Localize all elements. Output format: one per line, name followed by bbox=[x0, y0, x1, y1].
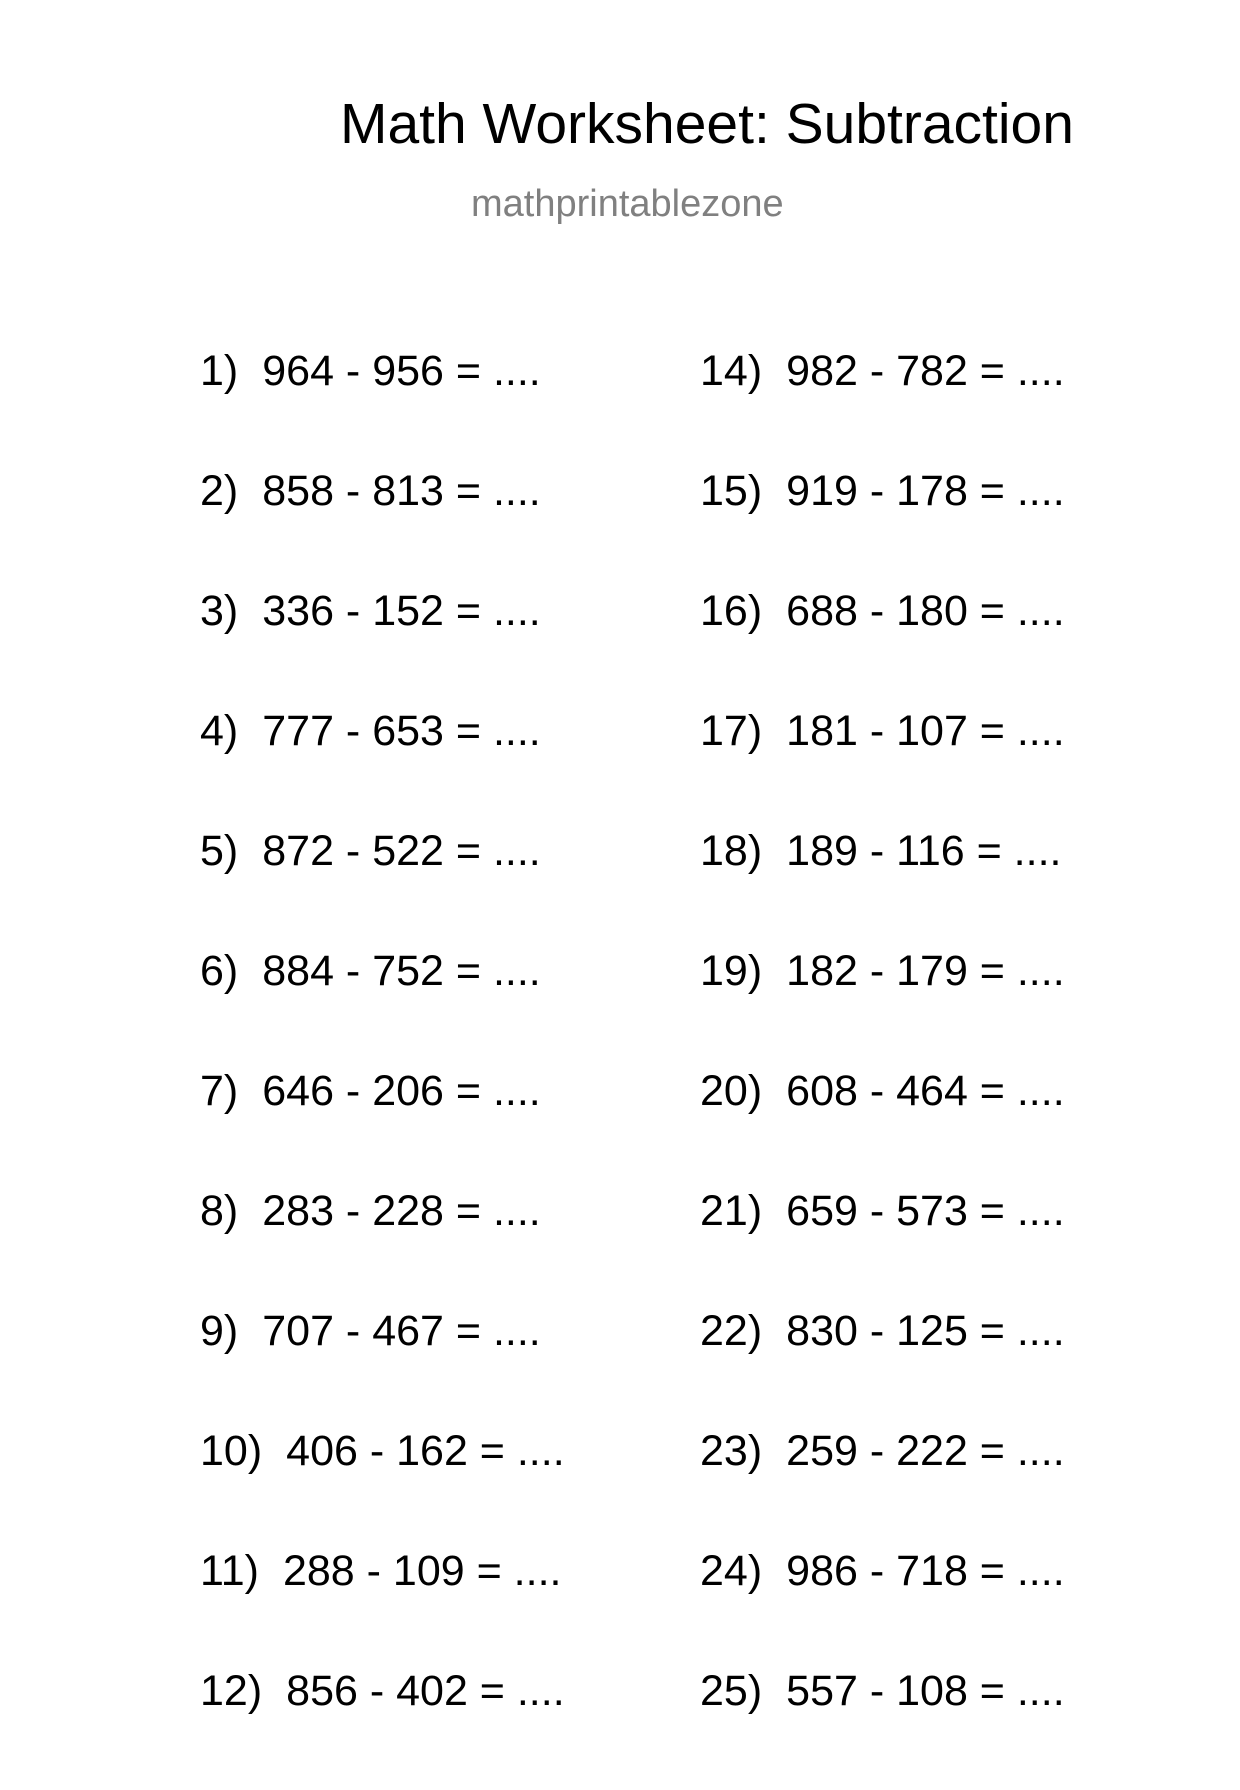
problem-item bbox=[700, 1547, 1065, 1670]
problem-expression: 964 - 956 = .... bbox=[262, 347, 541, 395]
problem-number: 16) bbox=[700, 587, 763, 635]
problem-item bbox=[700, 347, 1065, 470]
problem-item bbox=[200, 1067, 565, 1190]
problem-expression: 688 - 180 = .... bbox=[786, 587, 1065, 635]
problem-number: 7) bbox=[200, 1067, 239, 1115]
problem-number: 2) bbox=[200, 467, 239, 515]
page-title: Math Worksheet: Subtraction bbox=[340, 92, 1074, 156]
problem-expression: 659 - 573 = .... bbox=[786, 1187, 1065, 1235]
problem-expression: 986 - 718 = .... bbox=[786, 1547, 1065, 1595]
problem-number: 11) bbox=[200, 1547, 259, 1595]
problem-number: 23) bbox=[700, 1427, 763, 1475]
problem-number: 12) bbox=[200, 1667, 263, 1715]
problem-expression: 608 - 464 = .... bbox=[786, 1067, 1065, 1115]
problem-expression: 182 - 179 = .... bbox=[786, 947, 1065, 995]
problem-expression: 858 - 813 = .... bbox=[262, 467, 541, 515]
problem-number: 24) bbox=[700, 1547, 763, 1595]
problem-item bbox=[200, 1547, 565, 1670]
problem-expression: 982 - 782 = .... bbox=[786, 347, 1065, 395]
problem-number: 6) bbox=[200, 947, 239, 995]
problem-item bbox=[700, 827, 1065, 950]
problem-number: 8) bbox=[200, 1187, 239, 1235]
problem-item bbox=[200, 1307, 565, 1430]
problem-item bbox=[200, 347, 565, 470]
problem-number: 17) bbox=[700, 707, 763, 755]
problem-number: 22) bbox=[700, 1307, 763, 1355]
problem-number: 15) bbox=[700, 467, 763, 515]
problem-expression: 259 - 222 = .... bbox=[786, 1427, 1065, 1475]
problem-item bbox=[700, 1187, 1065, 1310]
problem-item bbox=[200, 587, 565, 710]
problem-item bbox=[700, 1667, 1065, 1790]
problem-item bbox=[200, 1427, 565, 1550]
problem-column-right bbox=[700, 347, 1065, 1790]
problem-number: 10) bbox=[200, 1427, 263, 1475]
problem-item bbox=[700, 707, 1065, 830]
problem-number: 18) bbox=[700, 827, 763, 875]
problem-item bbox=[200, 827, 565, 950]
problem-number: 4) bbox=[200, 707, 239, 755]
problem-number: 21) bbox=[700, 1187, 763, 1235]
problem-item bbox=[200, 707, 565, 830]
problem-column-left bbox=[200, 347, 565, 1790]
problem-item bbox=[700, 1067, 1065, 1190]
problem-expression: 872 - 522 = .... bbox=[262, 827, 541, 875]
problem-item bbox=[700, 467, 1065, 590]
problem-expression: 707 - 467 = .... bbox=[262, 1307, 541, 1355]
problem-expression: 283 - 228 = .... bbox=[262, 1187, 541, 1235]
problem-number: 19) bbox=[700, 947, 763, 995]
problem-number: 3) bbox=[200, 587, 239, 635]
problem-expression: 557 - 108 = .... bbox=[786, 1667, 1065, 1715]
problem-expression: 189 - 116 = .... bbox=[786, 827, 1062, 875]
problem-expression: 288 - 109 = .... bbox=[282, 1547, 562, 1595]
problem-number: 1) bbox=[200, 347, 239, 395]
problem-item bbox=[200, 1187, 565, 1310]
problem-number: 25) bbox=[700, 1667, 763, 1715]
problem-number: 20) bbox=[700, 1067, 763, 1115]
problem-expression: 856 - 402 = .... bbox=[286, 1667, 565, 1715]
problem-expression: 830 - 125 = .... bbox=[786, 1307, 1065, 1355]
problem-item bbox=[700, 1427, 1065, 1550]
problem-expression: 919 - 178 = .... bbox=[786, 467, 1065, 515]
problem-expression: 777 - 653 = .... bbox=[262, 707, 541, 755]
problem-item bbox=[200, 947, 565, 1070]
problem-expression: 406 - 162 = .... bbox=[286, 1427, 565, 1475]
problem-expression: 181 - 107 = .... bbox=[786, 707, 1065, 755]
problem-item bbox=[700, 1307, 1065, 1430]
problem-expression: 884 - 752 = .... bbox=[262, 947, 541, 995]
problem-expression: 336 - 152 = .... bbox=[262, 587, 541, 635]
problem-item bbox=[200, 1667, 565, 1790]
problem-item bbox=[700, 587, 1065, 710]
problem-number: 5) bbox=[200, 827, 239, 875]
problem-item bbox=[700, 947, 1065, 1070]
site-name: mathprintablezone bbox=[471, 183, 784, 225]
problem-number: 9) bbox=[200, 1307, 239, 1355]
problem-expression: 646 - 206 = .... bbox=[262, 1067, 541, 1115]
problem-number: 14) bbox=[700, 347, 763, 395]
problem-item bbox=[200, 467, 565, 590]
